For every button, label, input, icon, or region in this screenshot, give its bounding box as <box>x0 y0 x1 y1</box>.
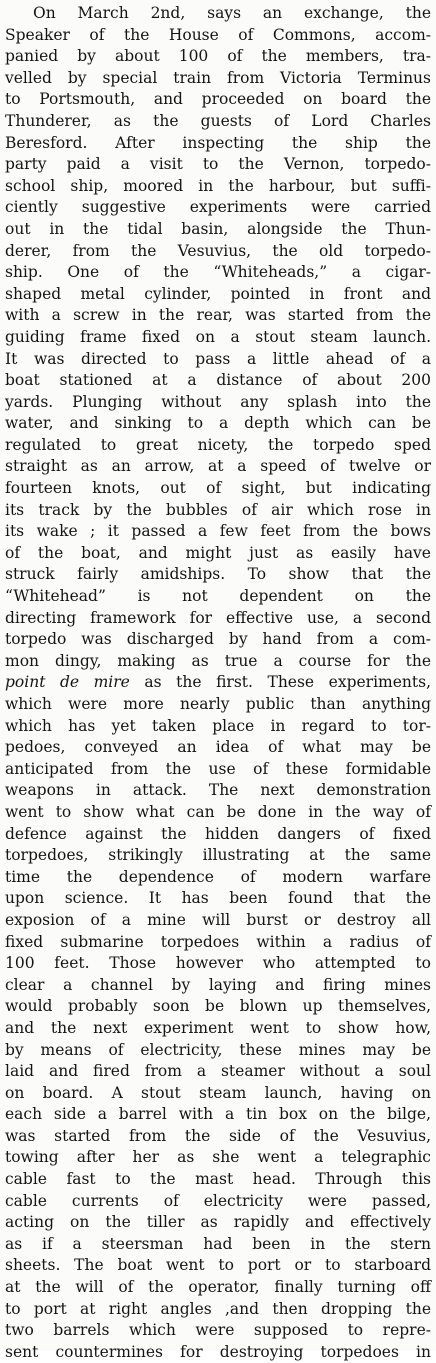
article-line: time the dependence of modern warfare <box>5 867 431 886</box>
article-line: would probably soon be blown up themselves, <box>5 997 431 1016</box>
article-line: each side a barrel with a tin box on the bilge, <box>5 1105 431 1124</box>
article-line: which were more nearly public than anything <box>5 695 431 713</box>
article-line: sheets. The boat went to port or to starboard <box>5 1256 431 1275</box>
article-line: clear a channel by laying and firing mines <box>5 975 431 994</box>
italic-phrase: point de mire <box>5 673 130 692</box>
article-line: of the boat, and might just as easily have <box>5 543 431 562</box>
article-line: defence against the hidden dangers of fixed <box>5 824 431 843</box>
article-line: on board. A stout steam launch, having on <box>5 1083 431 1102</box>
article-line: by means of electricity, these mines may be <box>5 1040 431 1059</box>
article-line: as if a steersman had been in the stern <box>5 1234 431 1253</box>
article-line: directing framework for effective use, a second <box>5 608 431 627</box>
article-line: its track by the bubbles of air which rose in <box>5 500 431 519</box>
article-line: ship. One of the “Whiteheads,” a cigar- <box>5 263 431 282</box>
article-line: torpedo was discharged by hand from a com- <box>5 630 431 649</box>
line-remainder: as the first. These experiments, <box>129 673 431 692</box>
article-line: laid and fired from a steamer without a soul <box>5 1062 431 1081</box>
article-line: yards. Plunging without any splash into the <box>5 392 431 411</box>
article-line: sent countermines for destroying torpedoes in <box>5 1342 431 1361</box>
article-line: boat stationed at a distance of about 200 <box>5 371 431 390</box>
article-line: Speaker of the House of Commons, accom- <box>5 25 431 44</box>
article-line: struck fairly amidships. To show that the <box>5 565 431 584</box>
article-line: went to show what can be done in the way of <box>5 802 431 821</box>
article-line: acting on the tiller as rapidly and effectively <box>5 1213 431 1232</box>
article-line: cable currents of electricity were passed, <box>5 1191 431 1210</box>
article-line: school ship, moored in the harbour, but suffi- <box>5 176 431 195</box>
article-line: It was directed to pass a little ahead of a <box>5 349 431 368</box>
article-line: regulated to great nicety, the torpedo sped <box>5 435 431 454</box>
article-line: which has yet taken place in regard to tor- <box>5 716 431 735</box>
article-line: exposion of a mine will burst or destroy all <box>5 910 431 929</box>
article-line: fixed submarine torpedoes within a radius of <box>5 932 431 951</box>
article-line: Beresford. After inspecting the ship the <box>5 133 431 152</box>
article-line: pedoes, conveyed an idea of what may be <box>5 738 431 757</box>
article-line: to Portsmouth, and proceeded on board the <box>5 90 431 109</box>
article-line: velled by special train from Victoria Terminus <box>5 68 431 87</box>
article-line: ciently suggestive experiments were carried <box>5 198 431 217</box>
article-line: guiding frame fixed on a stout steam launch. <box>5 327 431 346</box>
article-line: at the will of the operator, finally turning off <box>5 1278 431 1297</box>
article-line: panied by about 100 of the members, tra- <box>5 47 431 66</box>
article-line: 100 feet. Those however who attempted to <box>5 954 431 973</box>
article-line: with a screw in the rear, was started from the <box>5 306 431 325</box>
article-line: party paid a visit to the Vernon, torpedo- <box>5 155 431 174</box>
article-line <box>5 672 431 694</box>
article-line: weapons in attack. The next demonstration <box>5 781 431 800</box>
article-line: towing after her as she went a telegraphic <box>5 1148 431 1167</box>
article-line: fourteen knots, out of sight, but indicating <box>5 479 431 498</box>
article-line: water, and sinking to a depth which can be <box>5 414 431 433</box>
article-column <box>5 3 431 1363</box>
article-line: to port at right angles ,and then dropping the <box>5 1299 431 1318</box>
article-line: “Whitehead” is not dependent on the <box>5 587 431 606</box>
article-line: mon dingy, making as true a course for the <box>5 651 431 670</box>
article-line: and the next experiment went to show how, <box>5 1018 431 1037</box>
article-line: derer, from the Vesuvius, the old torpedo- <box>5 241 431 260</box>
article-line: two barrels which were supposed to repre- <box>5 1321 431 1340</box>
article-line: upon science. It has been found that the <box>5 889 431 908</box>
article-line: Thunderer, as the guests of Lord Charles <box>5 111 431 130</box>
article-line: straight as an arrow, at a speed of twelve or <box>5 457 431 476</box>
article-line: cable fast to the mast head. Through this <box>5 1170 431 1189</box>
article-line: was started from the side of the Vesuvius, <box>5 1126 431 1145</box>
article-line: anticipated from the use of these formidable <box>5 759 431 778</box>
article-line: torpedoes, strikingly illustrating at the same <box>5 846 431 865</box>
article-line: out in the tidal basin, alongside the Thun- <box>5 219 431 238</box>
article-line: On March 2nd, says an exchange, the <box>33 4 431 22</box>
article-line: its wake ; it passed a few feet from the bows <box>5 522 431 541</box>
article-line: shaped metal cylinder, pointed in front and <box>5 284 431 303</box>
